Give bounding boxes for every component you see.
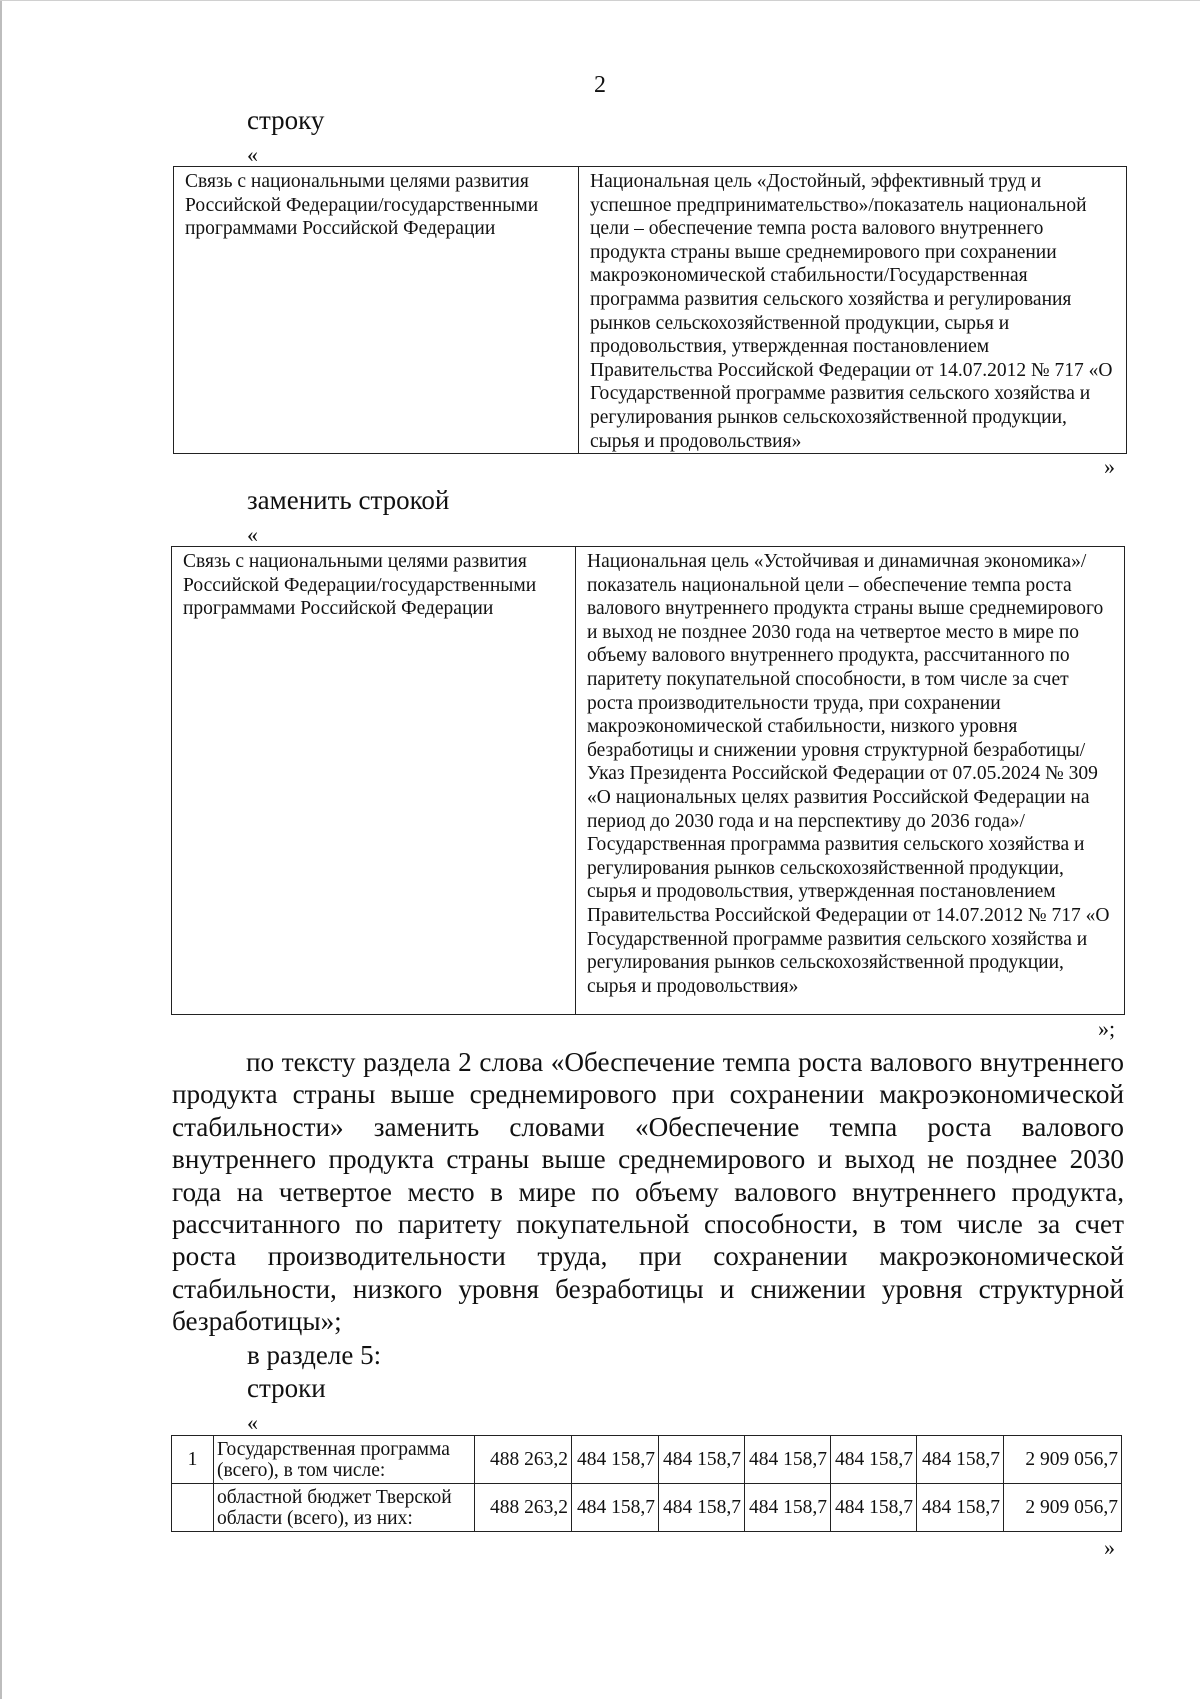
value-cell: 484 158,7 (917, 1484, 1004, 1532)
row-index (172, 1484, 214, 1532)
table-row (172, 1484, 1122, 1532)
table-cell-left: Связь с национальными целями развития Российской Федерации/государственными программами Российской Федерации (172, 547, 576, 1015)
replace-label: заменить строкой (247, 485, 450, 515)
rows-label: строки (247, 1373, 326, 1403)
value-cell: 484 158,7 (917, 1436, 1004, 1484)
table-row (172, 1436, 1122, 1484)
page-number: 2 (594, 72, 606, 98)
body-paragraph (172, 1046, 1124, 1338)
value-cell: 484 158,7 (572, 1484, 659, 1532)
table-row (172, 547, 1125, 1015)
table-new-row (171, 546, 1125, 1015)
close-quote-3: » (1104, 1535, 1115, 1560)
row-index: 1 (172, 1436, 214, 1484)
value-cell: 488 263,2 (475, 1484, 572, 1532)
value-cell: 484 158,7 (659, 1484, 745, 1532)
body-paragraph-text: по тексту раздела 2 слова «Обеспечение темпа роста валового внутреннего продукта страны выше среднемирового при сохранении макроэкономической стабильности» заменить словами «Обеспечение темпа роста валового внутреннего продукта страны выше среднемирового и выход не позднее 2030 года на четвертое место в мире по объему валового внутреннего продукта, рассчитанного по паритету покупательной способности, в том числе за счет роста производительности труда, при сохранении макроэкономической стабильности, низкого уровня безработицы и снижении уровня структурной безработицы»; (172, 1047, 1124, 1337)
open-quote-2: « (247, 522, 258, 547)
table-cell-left: Связь с национальными целями развития Российской Федерации/государственными программами Российской Федерации (174, 167, 579, 454)
open-quote-1: « (247, 142, 258, 167)
row-name: Государственная программа (всего), в том числе: (214, 1436, 475, 1484)
close-quote-2: »; (1098, 1016, 1116, 1041)
row-name: областной бюджет Тверской области (всего), из них: (214, 1484, 475, 1532)
value-cell-total: 2 909 056,7 (1004, 1484, 1122, 1532)
value-cell-total: 2 909 056,7 (1004, 1436, 1122, 1484)
scan-edge-top (0, 0, 1200, 1)
section-5-label: в разделе 5: (247, 1340, 382, 1370)
value-cell: 488 263,2 (475, 1436, 572, 1484)
table-cell-right: Национальная цель «Достойный, эффективный труд и успешное предпринимательство»/показатель национальной цели – обеспечение темпа роста валового внутреннего продукта страны выше среднемирового при сохранении макроэкономической стабильности/Государственная программа развития сельского хозяйства и регулирования рынков сельскохозяйственной продукции, сырья и продовольствия, утвержденная постановлением Правительства Российской Федерации от 14.07.2012 № 717 «О Государственной программе развития сельского хозяйства и регулирования рынков сельскохозяйственной продукции, сырья и продовольствия» (579, 167, 1127, 454)
value-cell: 484 158,7 (572, 1436, 659, 1484)
value-cell: 484 158,7 (831, 1436, 917, 1484)
table-cell-right: Национальная цель «Устойчивая и динамичная экономика»/показатель национальной цели – обеспечение темпа роста валового внутреннего продукта страны выше среднемирового и выход не позднее 2030 года на четвертое место в мире по объему валового внутреннего продукта, рассчитанного по паритету покупательной способности, в том числе за счет роста производительности труда, при сохранении макроэкономической стабильности, низкого уровня безработицы и снижении уровня структурной безработицы/Указ Президента Российской Федерации от 07.05.2024 № 309 «О национальных целях развития Российской Федерации на период до 2030 года и на перспективу до 2036 года»/Государственная программа развития сельского хозяйства и регулирования рынков сельскохозяйственной продукции, сырья и продовольствия, утвержденная постановлением Правительства Российской Федерации от 14.07.2012 № 717 «О Государственной программе развития сельского хозяйства и регулирования рынков сельскохозяйственной продукции, сырья и продовольствия» (576, 547, 1125, 1015)
row-label: строку (247, 105, 325, 135)
value-cell: 484 158,7 (745, 1436, 831, 1484)
table-row (174, 167, 1127, 454)
scan-edge-left (0, 0, 2, 1699)
close-quote-1: » (1104, 454, 1115, 479)
value-cell: 484 158,7 (831, 1484, 917, 1532)
value-cell: 484 158,7 (745, 1484, 831, 1532)
table-financing-rows (171, 1435, 1122, 1532)
table-old-row (173, 166, 1127, 454)
open-quote-3: « (247, 1410, 258, 1435)
value-cell: 484 158,7 (659, 1436, 745, 1484)
